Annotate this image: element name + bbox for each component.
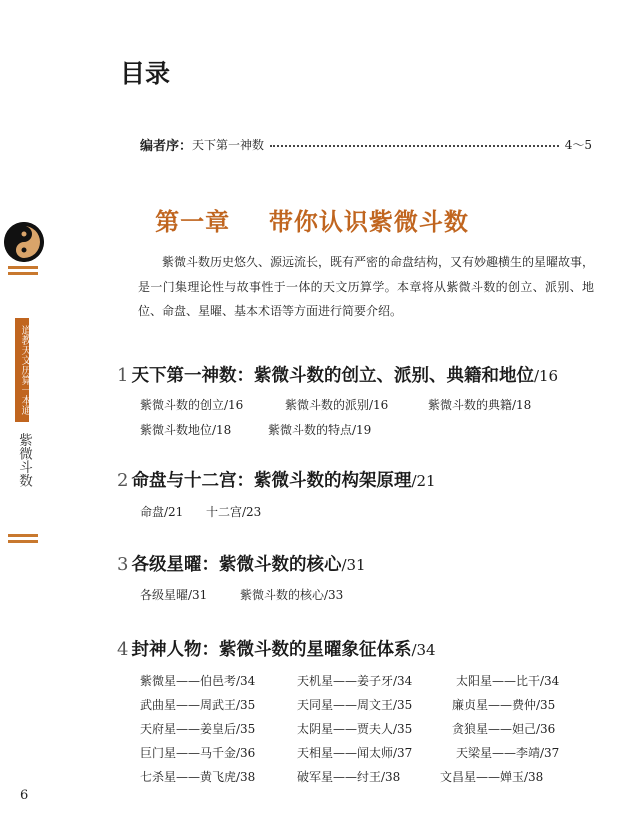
toc-item[interactable]: 天府星——姜皇后/35 [140,722,256,736]
section-page: /31 [341,556,366,574]
chapter-name: 带你认识紫微斗数 [268,208,469,236]
toc-item[interactable]: 紫微星——伯邑考/34 [140,674,256,688]
toc-item[interactable]: 文昌星——婵玉/38 [440,770,544,784]
section-number: 1 [117,365,129,386]
section-1-title[interactable] [117,362,558,387]
preface-entry[interactable] [140,134,592,154]
preface-label: 编者序： [140,138,193,154]
spine-bar [8,266,38,269]
spine-bar [8,534,38,537]
yin-yang-emblem-icon [4,222,44,262]
toc-item[interactable]: 武曲星——周武王/35 [140,698,256,712]
section-2-title[interactable] [117,467,436,492]
section-title-text: 各级星曜：紫微斗数的核心 [131,555,342,575]
spine-bar [8,540,38,543]
toc-item[interactable]: 太阴星——贾夫人/35 [297,722,413,736]
section-page: /21 [411,472,436,490]
toc-item[interactable]: 紫微斗数的派别/16 [285,398,389,412]
leader-dots [270,145,559,147]
spine-series-label: 道教天文历算一本通 [15,318,29,422]
toc-item[interactable]: 紫微斗数的典籍/18 [428,398,532,412]
section-4-title[interactable] [117,636,436,661]
toc-item[interactable]: 贪狼星——妲己/36 [452,722,556,736]
toc-item[interactable]: 巨门星——马千金/36 [140,746,256,760]
chapter-number: 第一章 [155,208,231,236]
toc-item[interactable]: 天梁星——李靖/37 [456,746,560,760]
preface-pages: 4～5 [564,137,592,152]
toc-item[interactable]: 命盘/21 [140,505,184,519]
chapter-intro: 紫微斗数历史悠久、源远流长，既有严密的命盘结构，又有妙趣横生的星曜故事，是一门集理论性与故事性于一体的天文历算学。本章将从紫微斗数的创立、派别、地位、命盘、星曜、基本术语等方面进行简要介绍。 [138,255,595,318]
toc-item[interactable]: 太阳星——比干/34 [456,674,560,688]
section-page: /16 [533,367,559,385]
spine-book-title: 紫微斗数 [16,433,32,487]
toc-item[interactable]: 紫微斗数地位/18 [140,423,232,437]
toc-item[interactable]: 紫微斗数的创立/16 [140,398,244,412]
section-page: /34 [411,641,436,659]
preface-title: 天下第一神数 [192,137,265,152]
section-title-text: 天下第一神数：紫微斗数的创立、派别、典籍和地位 [131,366,534,386]
toc-item[interactable]: 天同星——周文王/35 [297,698,413,712]
toc-item[interactable]: 紫微斗数的特点/19 [268,423,372,437]
section-3-title[interactable] [117,551,366,576]
toc-item[interactable]: 天机星——姜子牙/34 [297,674,413,688]
toc-item[interactable]: 紫微斗数的核心/33 [240,588,344,602]
section-number: 2 [117,470,129,491]
toc-title: 目录 [120,59,171,88]
toc-item[interactable]: 七杀星——黄飞虎/38 [140,770,256,784]
toc-item[interactable]: 廉贞星——费仲/35 [452,698,556,712]
spine-bar [8,272,38,275]
page-number: 6 [20,788,29,803]
section-title-text: 封神人物：紫微斗数的星曜象征体系 [131,640,412,660]
toc-item[interactable]: 十二宫/23 [206,505,262,519]
section-title-text: 命盘与十二宫：紫微斗数的构架原理 [131,471,412,491]
chapter-title [0,202,624,237]
section-number: 4 [117,639,129,660]
section-number: 3 [117,554,129,575]
toc-item[interactable]: 天相星——闻太师/37 [297,746,413,760]
toc-item[interactable]: 各级星曜/31 [140,588,208,602]
toc-item[interactable]: 破军星——纣王/38 [297,770,401,784]
